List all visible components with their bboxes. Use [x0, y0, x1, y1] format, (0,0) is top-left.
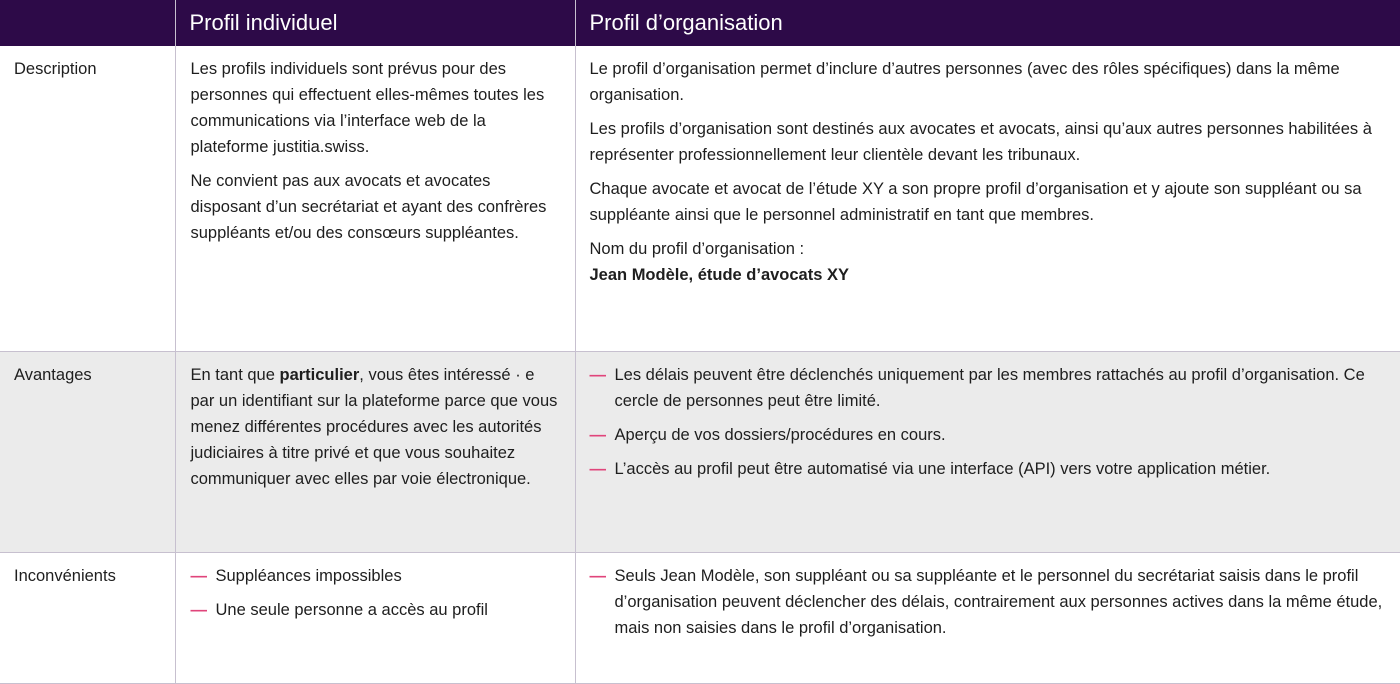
list-item [590, 422, 1387, 448]
advantages-individual-text-end: , vous êtes intéressé · e par un identifiant sur la plateforme parce que vous menez différentes procédures avec les autorités judiciaires à titre privé et que vous souhaitez communiquer avec elles par voie électronique. [190, 365, 558, 488]
disadvantages-organisation-cell [575, 552, 1400, 683]
dash-bullet: — [589, 459, 606, 478]
dash-bullet: — [190, 566, 207, 585]
row-label-advantages: Avantages [0, 351, 175, 552]
row-label-description: Description [0, 46, 175, 351]
org-name-value-text: Jean Modèle, étude d’avocats XY [589, 266, 850, 284]
header-organisation-profile: Profil d’organisation [575, 0, 1400, 46]
org-name-value [590, 262, 1387, 288]
description-individual-paragraph: Ne convient pas aux avocats et avocates disposant d’un secrétariat et ayant des confrères suppléants et/ou des consœurs suppléantes. [190, 172, 547, 242]
description-organisation-paragraph: Les profils d’organisation sont destinés aux avocates et avocats, ainsi qu’aux autres personnes habilitées à représenter professionnellement leur clientèle devant les tribunaux. [589, 120, 1372, 164]
row-disadvantages [0, 552, 1400, 683]
description-organisation-cell [575, 46, 1400, 351]
dash-bullet: — [589, 425, 606, 444]
advantages-individual-bold: particulier [279, 365, 360, 384]
advantages-individual-text-start: En tant que [190, 365, 280, 384]
row-description [0, 46, 1400, 351]
description-organisation-paragraph: Chaque avocate et avocat de l’étude XY a son propre profil d’organisation et y ajoute son suppléant ou sa suppléante ainsi que le personnel administratif en tant que membres. [589, 180, 1362, 224]
advantages-organisation-cell [575, 351, 1400, 552]
description-organisation-paragraph: Le profil d’organisation permet d’inclure d’autres personnes (avec des rôles spécifiques) dans la même organisation. [589, 60, 1340, 104]
list-item [191, 563, 561, 589]
dash-bullet: — [589, 566, 606, 585]
list-item [590, 456, 1387, 482]
advantages-individual-cell [175, 351, 575, 552]
row-advantages [0, 351, 1400, 552]
header-row [0, 0, 1400, 46]
disadvantages-organisation-list [590, 563, 1387, 641]
list-item-text: Seuls Jean Modèle, son suppléant ou sa suppléante et le personnel du secrétariat saisis dans le profil d’organisation peuvent déclencher des délais, contrairement aux personnes actives dans la même étude, mais non saisies dans le profil d’organisation. [614, 566, 1383, 637]
list-item [191, 597, 561, 623]
list-item-text: Une seule personne a accès au profil [215, 600, 488, 619]
description-individual-paragraph: Les profils individuels sont prévus pour des personnes qui effectuent elles-mêmes toutes les communications via l’interface web de la plateforme justitia.swiss. [190, 60, 545, 156]
row-label-disadvantages: Inconvénients [0, 552, 175, 683]
list-item-text: Les délais peuvent être déclenchés uniquement par les membres rattachés au profil d’organisation. Ce cercle de personnes peut être limité. [614, 365, 1365, 410]
list-item [590, 362, 1387, 414]
advantages-organisation-list [590, 362, 1387, 482]
list-item-text: L’accès au profil peut être automatisé via une interface (API) vers votre application métier. [614, 459, 1271, 478]
list-item [590, 563, 1387, 641]
disadvantages-individual-list [191, 563, 561, 623]
header-individual-profile: Profil individuel [175, 0, 575, 46]
disadvantages-individual-cell [175, 552, 575, 683]
dash-bullet: — [190, 600, 207, 619]
dash-bullet: — [589, 365, 606, 384]
list-item-text: Suppléances impossibles [215, 566, 402, 585]
advantages-individual-paragraph [191, 362, 561, 492]
list-item-text: Aperçu de vos dossiers/procédures en cours. [614, 425, 946, 444]
description-individual-cell [175, 46, 575, 351]
header-empty-cell [0, 0, 175, 46]
org-name-label: Nom du profil d’organisation : [589, 240, 805, 258]
